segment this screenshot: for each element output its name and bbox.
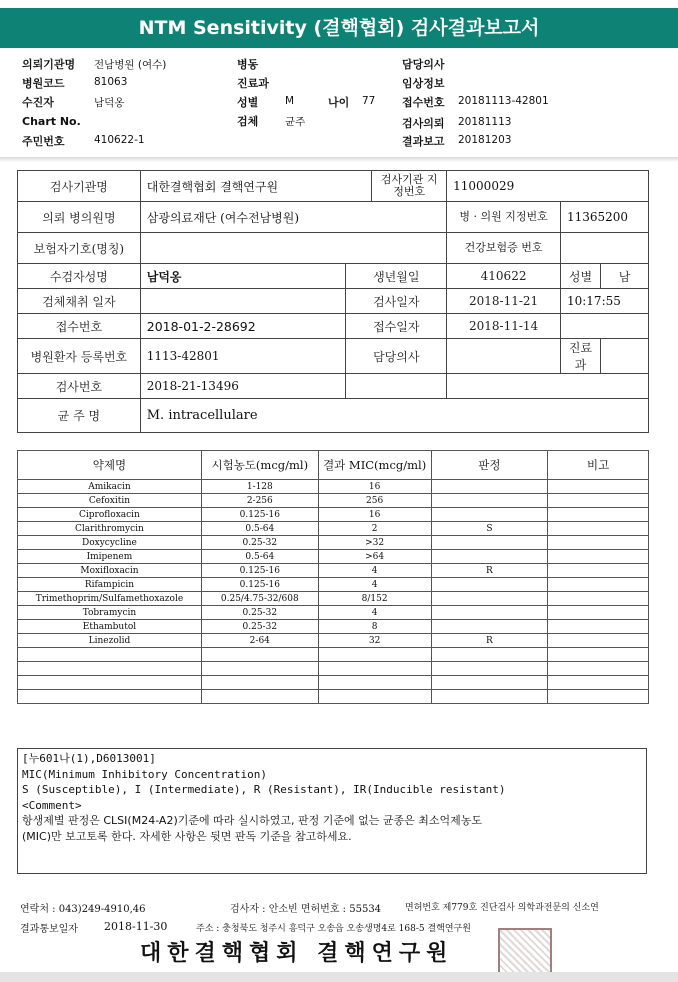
test-org-no-label: 검사기관 지정번호 — [372, 171, 447, 202]
sex: 남 — [600, 264, 648, 289]
comment-line: 항생제별 판정은 CLSI(M24-A2)기준에 따라 실시하였고, 판정 기준에 없는 균종은 최소억제농도 — [22, 814, 482, 827]
note — [548, 578, 649, 592]
doctor-value — [447, 339, 561, 374]
test-time: 10:17:55 — [560, 289, 648, 314]
interpretation — [431, 592, 548, 606]
note — [548, 690, 649, 704]
test-range: 0.125-16 — [201, 508, 318, 522]
test-range: 0.25/4.75-32/608 — [201, 592, 318, 606]
mic-value: >64 — [318, 550, 431, 564]
mic-value: 16 — [318, 480, 431, 494]
interpretation: R — [431, 634, 548, 648]
note — [548, 536, 649, 550]
note — [548, 592, 649, 606]
test-org-no: 11000029 — [447, 171, 649, 202]
drug-name: Rifampicin — [18, 578, 202, 592]
footer-report-date: 2018-11-30 — [104, 920, 168, 933]
strain-label: 균 주 명 — [18, 399, 141, 433]
health-no-value — [560, 233, 648, 264]
hdr-c3-2-value: 20181113-42801 — [458, 95, 549, 107]
mic-value — [318, 676, 431, 690]
hdr-c1-3: Chart No. — [22, 115, 81, 128]
interpretation — [431, 648, 548, 662]
mic-value: 16 — [318, 508, 431, 522]
col-drug: 약제명 — [18, 451, 202, 480]
hdr-c3-1: 임상정보 — [402, 77, 445, 90]
footer-report-date-label: 결과통보일자 — [20, 924, 78, 935]
drug-name: Clarithromycin — [18, 522, 202, 536]
interpretation: R — [431, 564, 548, 578]
receipt-extra — [560, 314, 648, 339]
table-row — [18, 676, 649, 690]
mic-value: 32 — [318, 634, 431, 648]
note — [548, 648, 649, 662]
test-range — [201, 690, 318, 704]
interpretation — [431, 620, 548, 634]
footer-contact: 연락처 : 043)249-4910,46 — [20, 904, 146, 915]
receipt-label: 접수번호 — [18, 314, 141, 339]
dob: 410622 — [447, 264, 561, 289]
hdr-c2-1: 진료과 — [237, 77, 269, 90]
drug-name — [18, 676, 202, 690]
drug-name: Cefoxitin — [18, 494, 202, 508]
hdr-c2-0: 병동 — [237, 58, 259, 71]
req-org-no-label: 병 · 의원 지정번호 — [447, 202, 561, 233]
col-conc: 시험농도(mcg/ml) — [201, 451, 318, 480]
drug-name: Trimethoprim/Sulfamethoxazole — [18, 592, 202, 606]
hdr-c3-3: 검사의뢰 — [402, 117, 445, 130]
table-row — [18, 522, 649, 536]
drug-name: Tobramycin — [18, 606, 202, 620]
sex-label: 성별 — [560, 264, 600, 289]
hdr-c1-2: 수진자 — [22, 96, 54, 109]
test-range: 2-256 — [201, 494, 318, 508]
hdr-c1-1: 병원코드 — [22, 77, 65, 90]
test-range — [201, 662, 318, 676]
footer-tester: 검사자 : 안소빈 면허번호 : 55534 — [230, 904, 382, 915]
test-range: 1-128 — [201, 480, 318, 494]
hdr-c1-2-value: 남덕옹 — [94, 97, 125, 109]
organization-name: 대한결핵협회 결핵연구원 — [140, 940, 454, 966]
health-no-label: 건강보험증 번호 — [447, 233, 561, 264]
footer-license: 면허번호 제779호 진단검사 의학과전문의 신소연 — [405, 903, 599, 913]
drug-name — [18, 690, 202, 704]
mic-value: 4 — [318, 578, 431, 592]
interpretation — [431, 536, 548, 550]
test-range — [201, 648, 318, 662]
drug-name: Imipenem — [18, 550, 202, 564]
req-org-label: 의뢰 병의원명 — [18, 202, 141, 233]
note — [548, 620, 649, 634]
table-row — [18, 634, 649, 648]
drug-table — [17, 450, 649, 704]
note — [548, 564, 649, 578]
interpretation — [431, 662, 548, 676]
drug-name: Doxycycline — [18, 536, 202, 550]
hdr-c1-4: 주민번호 — [22, 135, 65, 148]
official-seal — [498, 928, 552, 976]
drug-name: Moxifloxacin — [18, 564, 202, 578]
test-range: 0.125-16 — [201, 564, 318, 578]
mic-value: 4 — [318, 606, 431, 620]
reg-no: 1113-42801 — [140, 339, 346, 374]
table-row — [18, 480, 649, 494]
receipt-no: 2018-01-2-28692 — [140, 314, 346, 339]
hdr-c1-4-value: 410622-1 — [94, 134, 145, 146]
exam-no-label: 검사번호 — [18, 374, 141, 399]
req-org-no: 11365200 — [560, 202, 648, 233]
hdr-c2-3: 검체 — [237, 115, 259, 128]
note — [548, 676, 649, 690]
info-table — [17, 170, 649, 433]
table-row — [18, 592, 649, 606]
receipt-date: 2018-11-14 — [447, 314, 561, 339]
drug-name — [18, 662, 202, 676]
drug-name: Ciprofloxacin — [18, 508, 202, 522]
exam-no-extra2 — [447, 374, 649, 399]
insurance-label: 보험자기호(명칭) — [18, 233, 141, 264]
exam-no: 2018-21-13496 — [140, 374, 346, 399]
interpretation — [431, 606, 548, 620]
comment-line: S (Susceptible), I (Intermediate), R (Resistant), IR(Inducible resistant) — [22, 783, 506, 796]
interpretation — [431, 550, 548, 564]
table-row — [18, 550, 649, 564]
note — [548, 606, 649, 620]
table-row — [18, 662, 649, 676]
report-title: NTM Sensitivity (결핵협회) 검사결과보고서 — [0, 8, 678, 48]
divider — [0, 157, 678, 162]
req-org: 삼광의료재단 (여수전남병원) — [140, 202, 446, 233]
patient-name: 남덕옹 — [140, 264, 346, 289]
note — [548, 480, 649, 494]
hdr-c3-0: 담당의사 — [402, 58, 445, 71]
table-row — [18, 690, 649, 704]
test-range: 0.125-16 — [201, 578, 318, 592]
comment-line: <Comment> — [22, 798, 82, 812]
mic-value — [318, 662, 431, 676]
mic-value — [318, 690, 431, 704]
table-row — [18, 648, 649, 662]
note — [548, 550, 649, 564]
drug-name: Ethambutol — [18, 620, 202, 634]
interpretation — [431, 676, 548, 690]
test-range: 0.25-32 — [201, 606, 318, 620]
collect-label: 검체채취 일자 — [18, 289, 141, 314]
drug-name: Linezolid — [18, 634, 202, 648]
test-range — [201, 676, 318, 690]
interpretation: S — [431, 522, 548, 536]
drug-name — [18, 648, 202, 662]
dept-value — [600, 339, 648, 374]
drug-name: Amikacin — [18, 480, 202, 494]
hdr-c1-0: 의뢰기관명 — [22, 58, 76, 71]
test-org-label: 검사기관명 — [18, 171, 141, 202]
patient-label: 수검자성명 — [18, 264, 141, 289]
note — [548, 634, 649, 648]
note — [548, 522, 649, 536]
comment-line: [누601나(1),D6013001] — [22, 752, 156, 765]
test-range: 2-64 — [201, 634, 318, 648]
note — [548, 494, 649, 508]
note — [548, 508, 649, 522]
hdr-c3-4-value: 20181203 — [458, 134, 512, 146]
col-interp: 판정 — [431, 451, 548, 480]
comment-line: (MIC)만 보고토록 한다. 자세한 사항은 뒷면 판독 기준을 참고하세요. — [22, 829, 352, 843]
mic-value: 8/152 — [318, 592, 431, 606]
collect-value — [140, 289, 346, 314]
doctor-label: 담당의사 — [346, 339, 447, 374]
hdr-c1-1-value: 81063 — [94, 76, 128, 88]
test-range: 0.25-32 — [201, 536, 318, 550]
test-range: 0.25-32 — [201, 620, 318, 634]
test-date-label: 검사일자 — [346, 289, 447, 314]
test-org: 대한결핵협회 결핵연구원 — [140, 171, 372, 202]
mic-value: 4 — [318, 564, 431, 578]
table-row — [18, 536, 649, 550]
interpretation — [431, 690, 548, 704]
table-row — [18, 564, 649, 578]
hdr-c2-2: 성별 — [237, 96, 259, 109]
insurance-value — [140, 233, 446, 264]
hdr-c3-3-value: 20181113 — [458, 116, 512, 128]
test-date: 2018-11-21 — [447, 289, 561, 314]
interpretation — [431, 508, 548, 522]
hdr-c3-4: 결과보고 — [402, 135, 445, 148]
hdr-age: 나이 — [328, 96, 350, 109]
table-row — [18, 620, 649, 634]
exam-no-extra — [346, 374, 447, 399]
mic-value: 2 — [318, 522, 431, 536]
dob-label: 생년월일 — [346, 264, 447, 289]
hdr-c3-2: 접수번호 — [402, 96, 445, 109]
strain-name: M. intracellulare — [140, 399, 648, 433]
mic-value: >32 — [318, 536, 431, 550]
hdr-sex-value: M — [285, 95, 295, 107]
interpretation — [431, 578, 548, 592]
table-row — [18, 578, 649, 592]
bottom-bar — [0, 972, 678, 982]
hdr-c1-0-value: 전남병원 (여수) — [94, 59, 167, 71]
col-note: 비고 — [548, 451, 649, 480]
receipt-date-label: 접수일자 — [346, 314, 447, 339]
hdr-age-value: 77 — [362, 95, 376, 107]
mic-value: 256 — [318, 494, 431, 508]
col-mic: 결과 MIC(mcg/ml) — [318, 451, 431, 480]
reg-label: 병원환자 등록번호 — [18, 339, 141, 374]
mic-value: 8 — [318, 620, 431, 634]
test-range: 0.5-64 — [201, 550, 318, 564]
table-row — [18, 508, 649, 522]
test-range: 0.5-64 — [201, 522, 318, 536]
interpretation — [431, 480, 548, 494]
patient-header — [0, 52, 678, 154]
note — [548, 662, 649, 676]
footer-address: 주소 : 충청북도 청주시 흥덕구 오송읍 오송생명4로 168-5 결핵연구원 — [196, 924, 471, 934]
mic-value — [318, 648, 431, 662]
comment-line: MIC(Minimum Inhibitory Concentration) — [22, 767, 268, 781]
dept-label: 진료과 — [560, 339, 600, 374]
table-row — [18, 494, 649, 508]
hdr-specimen-value: 균주 — [285, 116, 306, 128]
interpretation — [431, 494, 548, 508]
comment-box — [17, 748, 647, 874]
table-row — [18, 606, 649, 620]
